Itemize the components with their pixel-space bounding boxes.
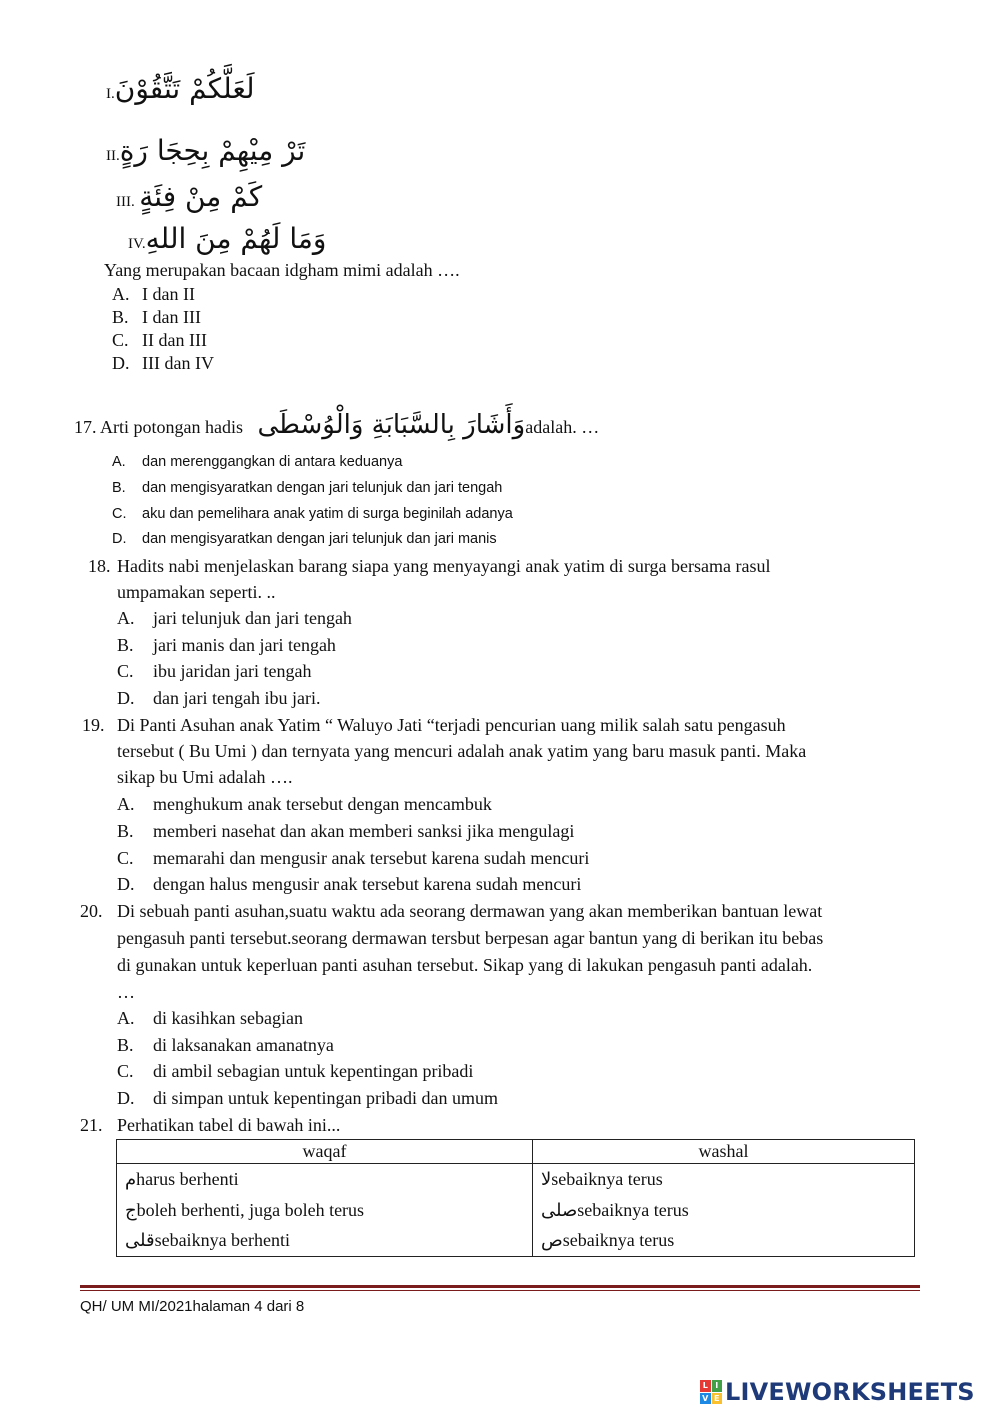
q17-suffix: adalah. … (525, 417, 600, 437)
q17-option-b[interactable]: B. dan mengisyaratkan dengan jari telunjuk dan jari tengah (112, 480, 503, 496)
q19-option-d[interactable]: D. dengan halus mengusir anak tersebut karena sudah mencuri (117, 874, 582, 894)
q16-question: Yang merupakan bacaan idgham mimi adalah …. (104, 260, 460, 280)
q20-option-b[interactable]: B. di laksanakan amanatnya (117, 1035, 334, 1055)
q16-option-d[interactable]: D. III dan IV (112, 353, 214, 373)
q20-option-c[interactable]: C. di ambil sebagian untuk kepentingan pribadi (117, 1061, 474, 1081)
q19-stem-line: tersebut ( Bu Umi ) dan ternyata yang mencuri adalah anak yatim yang baru masuk panti. Maka (117, 741, 807, 761)
table-row (117, 1195, 915, 1226)
q16-item-arabic: كَمْ مِنْ فِئَةٍ (139, 180, 263, 213)
q20-option-d[interactable]: D. di simpan untuk kepentingan pribadi dan umum (117, 1088, 498, 1108)
table-cell: جboleh berhenti, juga boleh terus (117, 1195, 533, 1226)
waqaf-symbol: ج (125, 1199, 137, 1221)
waqaf-symbol: قلى (125, 1230, 155, 1252)
q16-item-number: IV. (128, 236, 146, 252)
q18-option-b[interactable]: B. jari manis dan jari tengah (117, 635, 336, 655)
q20-stem-line: … (117, 982, 135, 1002)
q18-option-a[interactable]: A. jari telunjuk dan jari tengah (117, 608, 352, 628)
q21-number: 21. (80, 1115, 103, 1135)
table-row (117, 1226, 915, 1257)
q16-option-c[interactable]: C. II dan III (112, 330, 207, 350)
table-header-waqaf: waqaf (117, 1140, 533, 1164)
liveworksheets-wordmark: LIVEWORKSHEETS (725, 1378, 975, 1406)
q16-item-arabic: لَعَلَّكُمْ تَتَّقُوْنَ (114, 72, 255, 105)
q16-option-b[interactable]: B. I dan III (112, 307, 201, 327)
table-cell: مharus berhenti (117, 1164, 533, 1195)
footer-text: QH/ UM MI/2021halaman 4 dari 8 (80, 1298, 305, 1315)
q17-option-c[interactable]: C. aku dan pemelihara anak yatim di surga beginilah adanya (112, 506, 513, 522)
q20-stem-line: di gunakan untuk keperluan panti asuhan tersebut. Sikap yang di lakukan pengasuh panti adalah. (117, 955, 813, 975)
liveworksheets-logo-icon: L I V E (700, 1380, 722, 1404)
q16-item-2 (106, 134, 305, 174)
footer-rule-thin (80, 1290, 920, 1291)
q19-option-b[interactable]: B. memberi nasehat dan akan memberi sanksi jika mengulagi (117, 821, 575, 841)
q17-arabic: وَأَشَارَ بِالسَّبَابَةِ وَالْوُسْطَى (257, 410, 526, 440)
q20-option-a[interactable]: A. di kasihkan sebagian (117, 1008, 303, 1028)
q19-option-a[interactable]: A. menghukum anak tersebut dengan mencambuk (117, 794, 492, 814)
q20-stem-line: Di sebuah panti asuhan,suatu waktu ada seorang dermawan yang akan memberikan bantuan lewat (117, 901, 823, 921)
q16-item-arabic: تَرْ مِيْهِمْ بِحِجَا رَةٍ (119, 134, 306, 167)
q16-item-3 (116, 180, 262, 220)
table-cell: لاsebaiknya terus (533, 1164, 915, 1195)
q18-stem-line: Hadits nabi menjelaskan barang siapa yang menyayangi anak yatim di surga bersama rasul (117, 556, 771, 576)
table-header-washal: washal (533, 1140, 915, 1164)
q16-item-1 (106, 72, 255, 112)
liveworksheets-logo (700, 1378, 975, 1406)
table-cell: قلىsebaiknya berhenti (117, 1226, 533, 1257)
q16-item-arabic: وَمَا لَهُمْ مِنَ اللهِ (145, 222, 327, 255)
waqaf-symbol: صلى (541, 1199, 578, 1221)
q19-option-c[interactable]: C. memarahi dan mengusir anak tersebut karena sudah mencuri (117, 848, 590, 868)
waqaf-symbol: لا (541, 1168, 552, 1190)
q18-option-d[interactable]: D. dan jari tengah ibu jari. (117, 688, 321, 708)
q16-item-number: II. (106, 148, 120, 164)
waqaf-symbol: م (125, 1168, 137, 1190)
table-cell: صلىsebaiknya terus (533, 1195, 915, 1226)
q20-number: 20. (80, 901, 103, 921)
q16-item-4 (128, 222, 326, 262)
waqaf-symbol: ص (541, 1230, 563, 1252)
q17-stem (74, 405, 599, 445)
footer-rule (80, 1285, 920, 1288)
table-cell: صsebaiknya terus (533, 1226, 915, 1257)
q16-item-number: I. (106, 86, 115, 102)
q18-option-c[interactable]: C. ibu jaridan jari tengah (117, 661, 312, 681)
q21-stem: Perhatikan tabel di bawah ini... (117, 1115, 341, 1135)
waqaf-washal-table (116, 1139, 915, 1257)
q16-option-a[interactable]: A. I dan II (112, 284, 195, 304)
q18-number: 18. (88, 556, 111, 576)
q17-prefix: 17. Arti potongan hadis (74, 417, 243, 437)
table-row (117, 1164, 915, 1195)
q19-number: 19. (82, 715, 105, 735)
q17-option-a[interactable]: A. dan merenggangkan di antara keduanya (112, 454, 403, 470)
q18-stem-line: umpamakan seperti. .. (117, 582, 276, 602)
q19-stem-line: Di Panti Asuhan anak Yatim “ Waluyo Jati “terjadi pencurian uang milik salah satu pengasuh (117, 715, 786, 735)
q20-stem-line: pengasuh panti tersebut.seorang dermawan tersbut berpesan agar bantun yang di berikan itu bebas (117, 928, 824, 948)
q17-option-d[interactable]: D. dan mengisyaratkan dengan jari telunjuk dan jari manis (112, 531, 497, 547)
q16-item-number: III. (116, 194, 135, 210)
q19-stem-line: sikap bu Umi adalah …. (117, 767, 293, 787)
